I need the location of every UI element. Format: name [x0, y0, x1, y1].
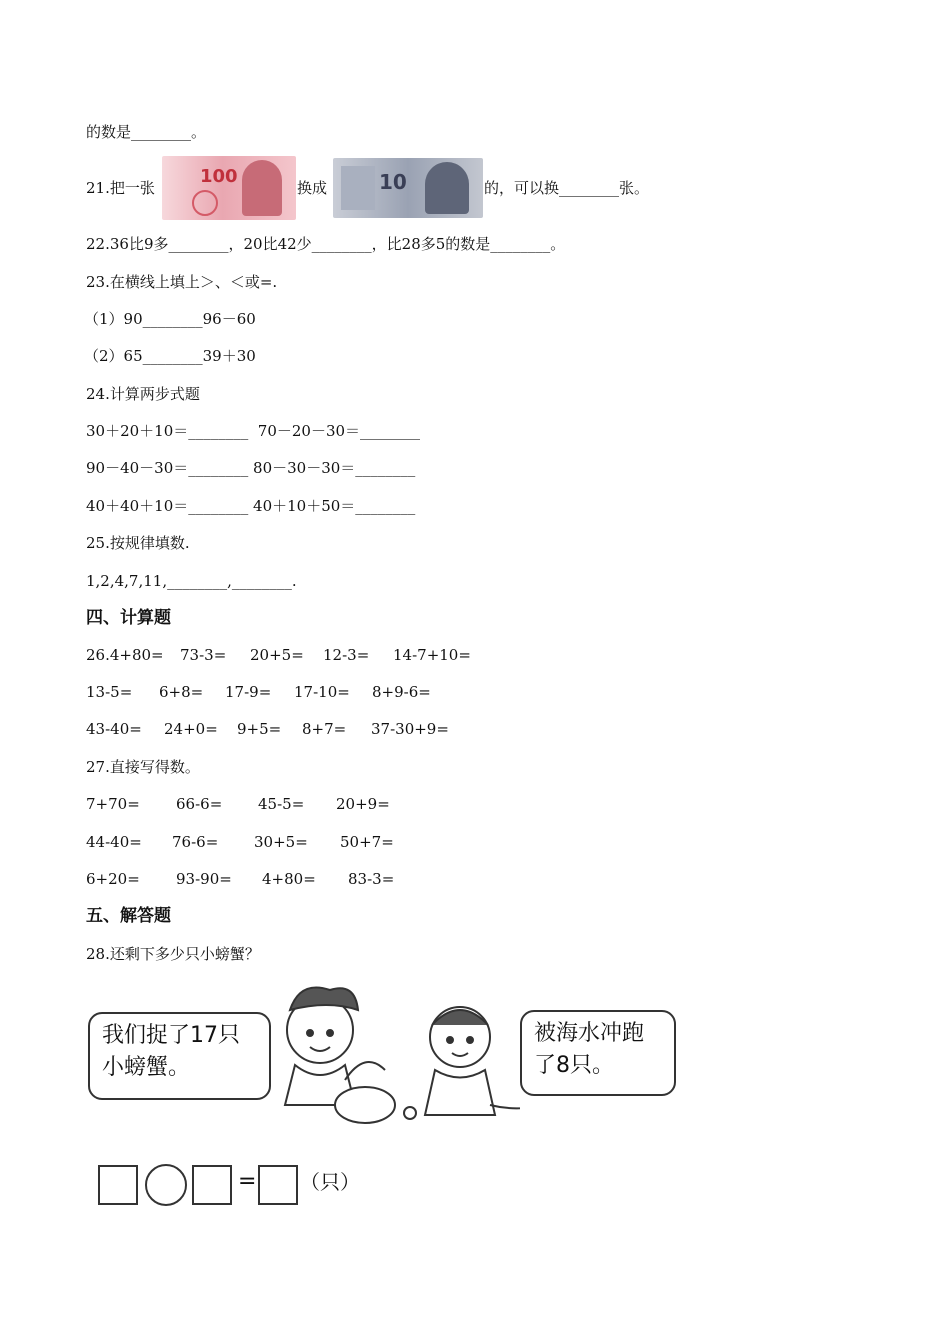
speech-bubble-right — [520, 1010, 676, 1096]
q20-tail: 的数是________。 — [86, 123, 207, 141]
equals-sign: = — [238, 1169, 257, 1194]
q23-title: 23.在横线上填上＞、＜或=. — [86, 273, 278, 291]
q26-cell: 6+8= — [159, 683, 204, 701]
q25-sequence: 1,2,4,7,11,________,________. — [86, 572, 297, 590]
q27-cell: 66-6= — [176, 795, 223, 813]
q27-cell: 30+5= — [254, 833, 308, 851]
banknote-10-image — [333, 158, 483, 218]
q26-cell: 17-9= — [225, 683, 272, 701]
q26-cell: 73-3= — [180, 646, 227, 664]
q27-cell: 7+70= — [86, 795, 140, 813]
q26-cell: 8+9-6= — [372, 683, 431, 701]
q26-cell: 14-7+10= — [393, 646, 471, 664]
answer-box[interactable] — [192, 1165, 232, 1205]
q27-cell: 44-40= — [86, 833, 142, 851]
q21-prefix: 21.把一张 — [86, 179, 155, 197]
q26-cell: 24+0= — [164, 720, 218, 738]
bubble-left-line: 我们捉了17只 — [102, 1023, 240, 1048]
bubble-right-line: 被海水冲跑 — [534, 1021, 645, 1046]
q27-cell: 83-3= — [348, 870, 395, 888]
bill-10-value: 10 — [379, 170, 407, 194]
q26-cell: 37-30+9= — [371, 720, 449, 738]
unit-label: （只） — [300, 1170, 360, 1194]
answer-box[interactable] — [258, 1165, 298, 1205]
q26-cell: 9+5= — [237, 720, 282, 738]
q26-cell: 17-10= — [294, 683, 350, 701]
bubble-right-line: 了8只。 — [534, 1053, 614, 1078]
q26-cell: 8+7= — [302, 720, 347, 738]
q28-title: 28.还剩下多少只小螃蟹？ — [86, 945, 260, 963]
q24-row: 90－40－30＝________ 80－30－30＝________ — [86, 459, 416, 477]
q27-cell: 93-90= — [176, 870, 232, 888]
q22: 22.36比9多________，20比42少________，比28多5的数是________。 — [86, 235, 566, 253]
q24-row: 30＋20＋10＝________ 70－20－30＝________ — [86, 422, 421, 440]
section-heading-calc: 四、计算题 — [86, 608, 171, 628]
q23-item: （1）90________96－60 — [84, 310, 256, 328]
speech-bubble-left — [88, 1012, 271, 1100]
bill-100-value: 100 — [200, 166, 238, 187]
answer-box[interactable] — [98, 1165, 138, 1205]
q27-cell: 4+80= — [262, 870, 316, 888]
q27-cell: 20+9= — [336, 795, 390, 813]
section-heading-answer: 五、解答题 — [86, 906, 171, 926]
q26-cell: 43-40= — [86, 720, 142, 738]
q23-item: （2）65________39＋30 — [84, 347, 256, 365]
q27-cell: 76-6= — [172, 833, 219, 851]
q25-title: 25.按规律填数. — [86, 534, 190, 552]
banknote-100-image — [162, 156, 296, 220]
q27-title: 27.直接写得数。 — [86, 758, 200, 776]
q26-cell: 20+5= — [250, 646, 304, 664]
q21-mid: 换成 — [297, 179, 328, 197]
q21-suffix: 的，可以换________张。 — [484, 179, 650, 197]
q26-cell: 26.4+80= — [86, 646, 164, 664]
q27-cell: 6+20= — [86, 870, 140, 888]
q26-cell: 12-3= — [323, 646, 370, 664]
q24-title: 24.计算两步式题 — [86, 385, 200, 403]
bubble-left-line: 小螃蟹。 — [102, 1055, 191, 1080]
q24-row: 40＋40＋10＝________ 40＋10＋50＝________ — [86, 497, 416, 515]
operator-circle[interactable] — [145, 1164, 187, 1206]
q26-cell: 13-5= — [86, 683, 133, 701]
q27-cell: 50+7= — [340, 833, 394, 851]
q27-cell: 45-5= — [258, 795, 305, 813]
children-crabs-illustration — [250, 985, 520, 1135]
